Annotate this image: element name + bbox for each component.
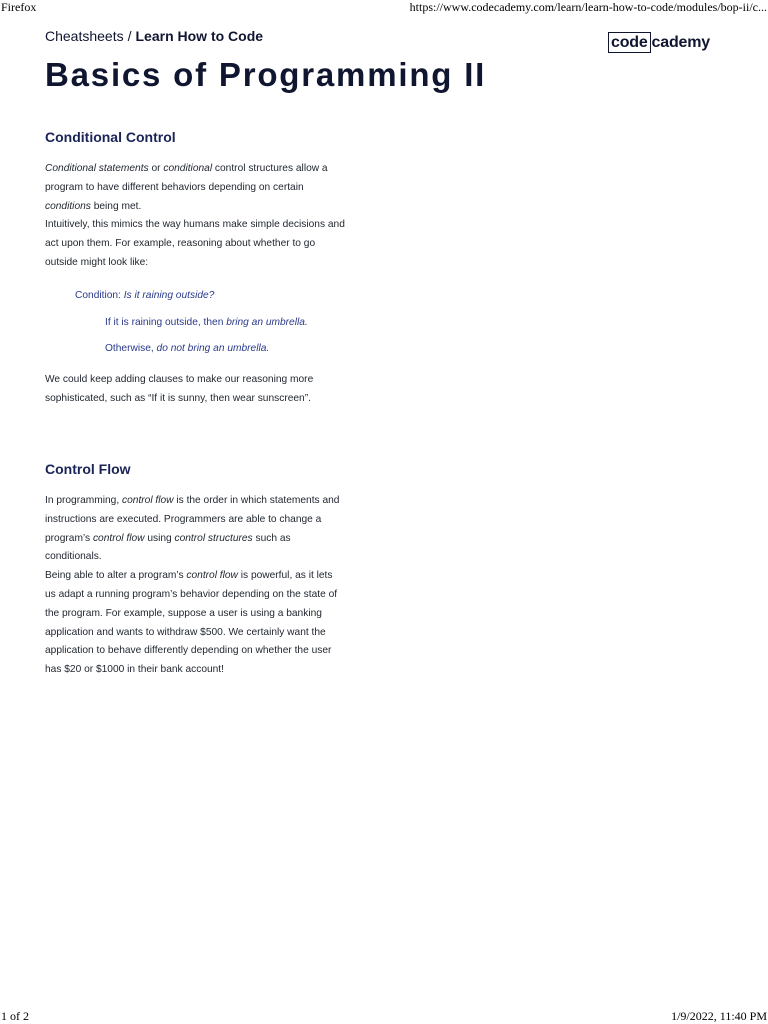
section-paragraph (45, 371, 345, 409)
emphasis-text: bring an umbrella. (226, 316, 308, 328)
emphasis-text: control flow (122, 495, 174, 506)
text-run: being met. (90, 200, 142, 212)
section-control-flow (45, 461, 345, 680)
emphasis-text: do not bring an umbrella. (156, 343, 270, 355)
text-run: or (148, 163, 164, 174)
section-conditional-control (45, 129, 345, 409)
text-run: In programming, (45, 495, 123, 506)
breadcrumb (45, 28, 263, 44)
text-run: If it is raining outside, then (105, 316, 227, 328)
breadcrumb-cheatsheets-link[interactable]: Cheatsheets (45, 28, 124, 44)
text-run: Otherwise, (105, 343, 157, 355)
section-paragraph (45, 216, 345, 272)
text-run: Intuitively, this mimics the way humans make simple decisions and act upon them. For example, reasoning about whether to go outside might look like: (45, 219, 345, 268)
logo-box-text: code (608, 32, 651, 53)
print-footer-page: 1 of 2 (1, 1009, 29, 1023)
section-heading: Control Flow (45, 461, 131, 477)
breadcrumb-current-link[interactable]: Learn How to Code (135, 28, 264, 44)
page-title: Basics of Programming II (45, 56, 487, 93)
breadcrumb-separator: / (127, 28, 132, 44)
example-then (45, 314, 345, 333)
emphasis-text: conditions (45, 200, 91, 212)
emphasis-text: Conditional statements (45, 163, 149, 174)
emphasis-text: control flow (92, 532, 145, 544)
text-run: Being able to alter a program’s (45, 570, 187, 582)
text-run: is powerful, as it lets us adapt a running program’s behavior depending on the state of the program. For example, suppose a user is using a banking application and wants to withdraw $500. We certainly want the application to behave differently depending on whether the user has $20 or $1000 in their bank account! (45, 570, 338, 676)
text-run: such as conditionals. (45, 532, 291, 563)
example-block (45, 287, 345, 359)
text-run: using (144, 532, 175, 544)
section-paragraph (45, 160, 345, 216)
text-run: Condition: (75, 289, 124, 301)
emphasis-text: conditional (163, 163, 213, 174)
text-run: control structures allow a program to have different behaviors depending on certain (45, 163, 328, 193)
emphasis-text: Is it raining outside? (123, 289, 215, 301)
example-otherwise (45, 340, 345, 359)
print-header-browser: Firefox (1, 0, 37, 14)
example-condition (45, 287, 345, 306)
section-paragraph (45, 567, 345, 680)
section-paragraph (45, 492, 345, 567)
emphasis-text: control structures (174, 532, 253, 544)
logo-rest-text: cademy (651, 33, 710, 51)
print-footer-datetime: 1/9/2022, 11:40 PM (671, 1009, 767, 1023)
section-heading: Conditional Control (45, 129, 176, 145)
print-header-url: https://www.codecademy.com/learn/learn-how-to-code/modules/bop-ii/c... (409, 0, 767, 14)
text-run: We could keep adding clauses to make our reasoning more sophisticated, such as “If it is sunny, then wear sunscreen”. (45, 374, 314, 404)
emphasis-text: control flow (186, 570, 238, 582)
text-run: is the order in which statements and instructions are executed. Programmers are able to change a program’s (45, 495, 340, 544)
codecademy-logo[interactable] (608, 32, 710, 53)
